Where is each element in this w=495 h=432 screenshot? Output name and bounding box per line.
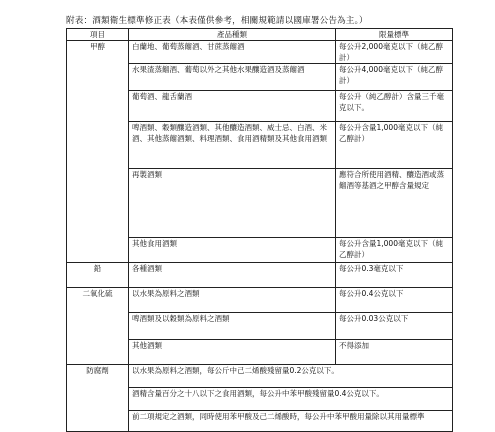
item-lead: 鉛 bbox=[67, 263, 129, 288]
preservative-rule-text: 前二項規定之酒類，同時使用苯甲酸及己二烯酸時，每公升中苯甲酸用量除以其用量標準 bbox=[132, 412, 425, 421]
limit-cell: 每公升含量1,000毫克以下（純乙醇計） bbox=[336, 238, 453, 263]
item-so2: 二氧化硫 bbox=[67, 288, 129, 365]
preservative-rule: 酒精含量百分之十八以下之食用酒類，每公升中苯甲酸殘留量0.4公克以下。 bbox=[129, 388, 453, 411]
header-row bbox=[67, 29, 453, 41]
product-cell: 啤酒類及以穀類為原料之酒類 bbox=[129, 313, 336, 340]
limit-cell: 每公升0.03公克以下 bbox=[336, 313, 453, 340]
table-caption: 附表：酒類衛生標準修正表（本表僅供參考，相關規範請以國庫署公告為主。） bbox=[66, 16, 368, 26]
preservative-rule: 以水果為原料之酒類，每公斤中己二烯酸殘留量0.2公克以下。 bbox=[129, 365, 453, 388]
limit-cell: 應符合所使用酒精、釀造酒或蒸餾酒等基酒之甲醇含量規定 bbox=[336, 169, 453, 238]
standards-table bbox=[66, 28, 453, 432]
header-item: 項目 bbox=[67, 29, 129, 41]
preservative-rule bbox=[129, 411, 453, 432]
limit-cell: 每公升2,000毫克以下（純乙醇計） bbox=[336, 41, 453, 64]
table-row bbox=[67, 41, 453, 64]
header-limit: 限量標準 bbox=[336, 29, 453, 41]
product-cell: 水果渣蒸餾酒、葡萄以外之其他水果釀造酒及蒸餾酒 bbox=[129, 64, 336, 91]
item-methanol: 甲醇 bbox=[67, 41, 129, 263]
limit-cell: 每公升0.3毫克以下 bbox=[336, 263, 453, 288]
product-cell: 啤酒類、穀類釀造酒類、其他釀造酒類、威士忌、白酒、米酒、其他蒸餾酒類、料理酒類、食用酒精類及其他食用酒類 bbox=[129, 122, 336, 169]
table-row bbox=[67, 288, 453, 313]
limit-cell: 不得添加 bbox=[336, 340, 453, 365]
product-cell: 再製酒類 bbox=[129, 169, 336, 238]
product-cell: 白蘭地、葡萄蒸餾酒、甘蔗蒸餾酒 bbox=[129, 41, 336, 64]
product-cell: 葡萄酒、龍舌蘭酒 bbox=[129, 91, 336, 122]
item-preservative: 防腐劑 bbox=[67, 365, 129, 432]
limit-cell: 每公升含量1,000毫克以下（純乙醇計） bbox=[336, 122, 453, 169]
product-cell: 以水果為原料之酒類 bbox=[129, 288, 336, 313]
product-cell: 各種酒類 bbox=[129, 263, 336, 288]
table-row bbox=[67, 365, 453, 388]
header-product: 產品種類 bbox=[129, 29, 336, 41]
limit-cell: 每公升4,000毫克以下（純乙醇計） bbox=[336, 64, 453, 91]
table-row bbox=[67, 263, 453, 288]
limit-cell: 每公升0.4公克以下 bbox=[336, 288, 453, 313]
product-cell: 其他酒類 bbox=[129, 340, 336, 365]
product-cell: 其他食用酒類 bbox=[129, 238, 336, 263]
limit-cell: 每公升（純乙醇計）含量三千毫克以下。 bbox=[336, 91, 453, 122]
